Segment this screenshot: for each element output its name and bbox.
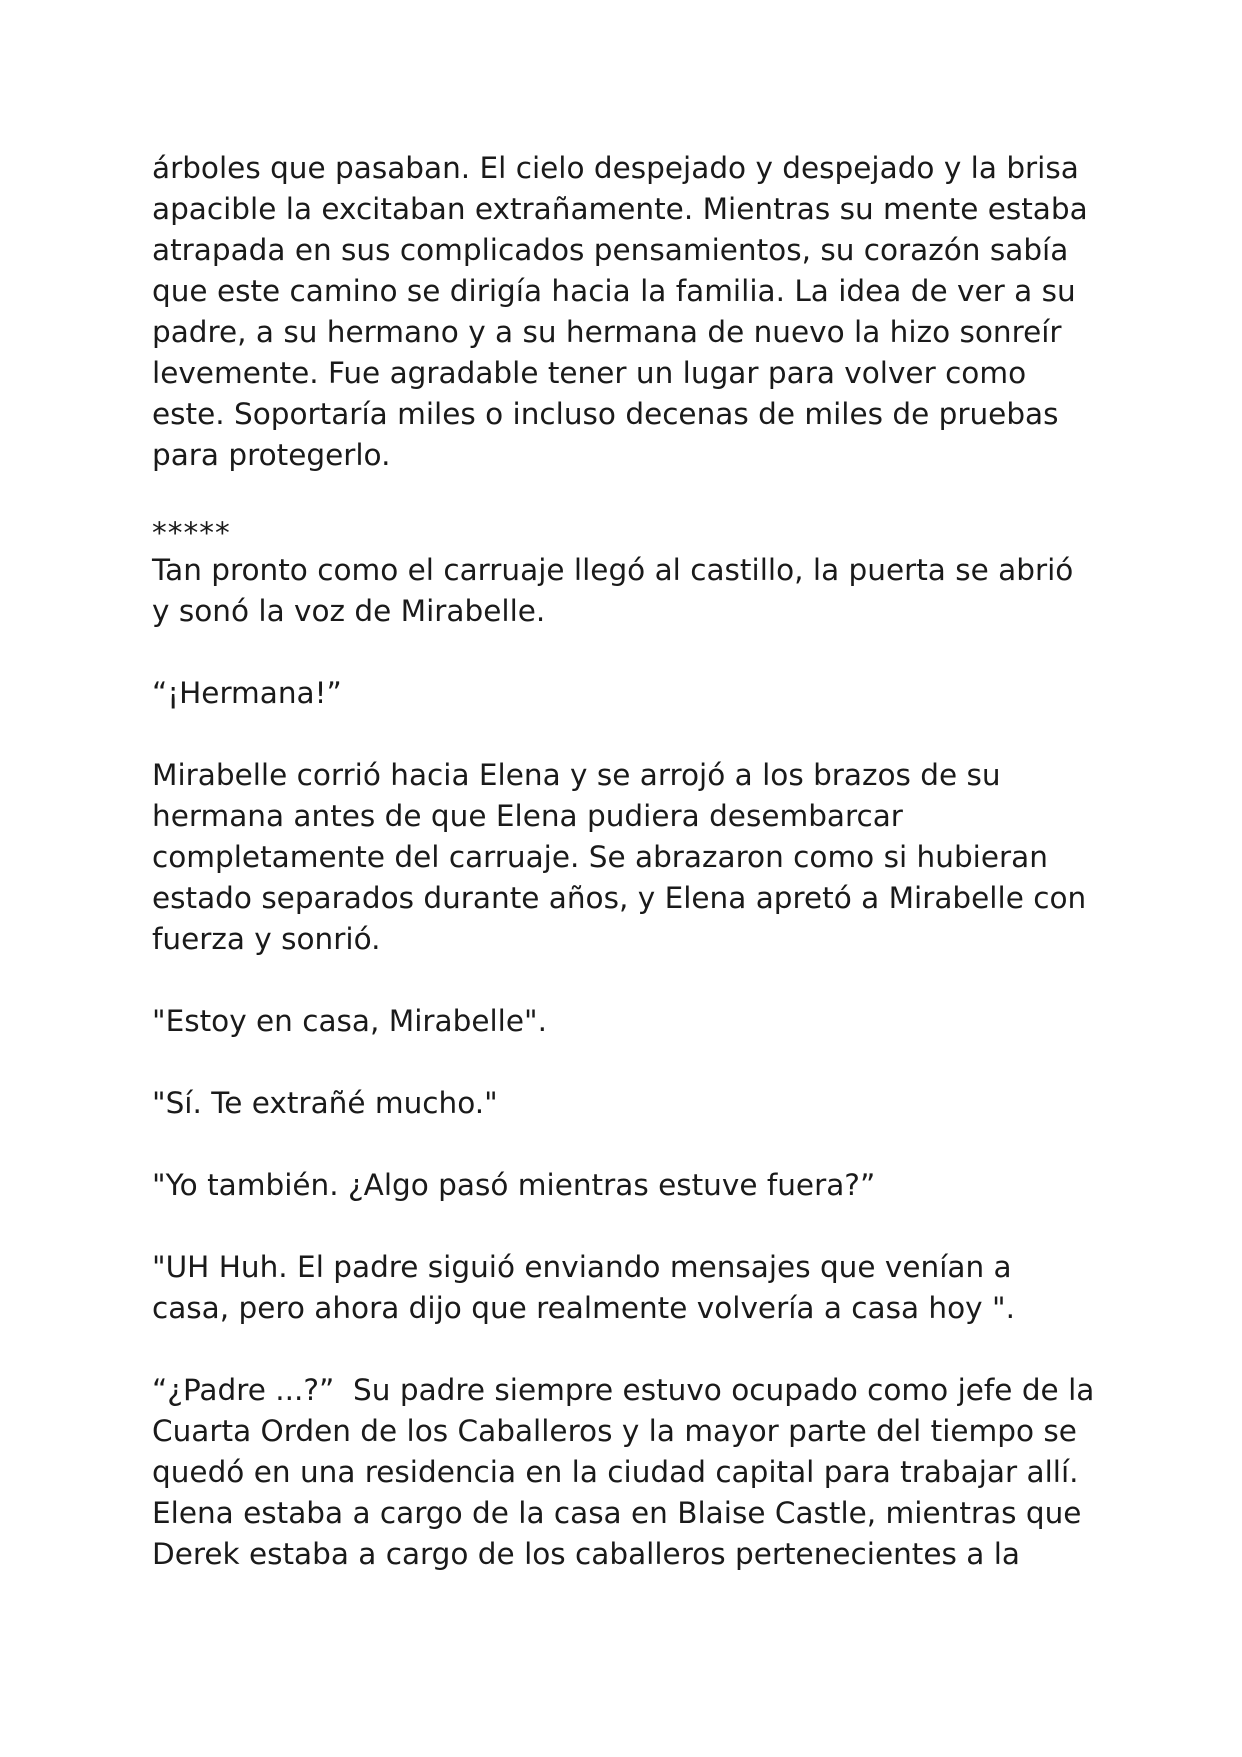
text-line: para protegerlo. bbox=[152, 438, 391, 472]
text-line: fuerza y sonrió. bbox=[152, 922, 381, 956]
text-line: Cuarta Orden de los Caballeros y la mayor parte del tiempo se bbox=[152, 1414, 1077, 1448]
text-line: “¡Hermana!” bbox=[152, 676, 342, 710]
text-line: Mirabelle corrió hacia Elena y se arrojó a los brazos de su bbox=[152, 758, 1001, 792]
document-text bbox=[152, 148, 1112, 1575]
text-line: quedó en una residencia en la ciudad capital para trabajar allí. bbox=[152, 1455, 1079, 1489]
text-line: “¿Padre ...?” Su padre siempre estuvo ocupado como jefe de la bbox=[152, 1373, 1095, 1407]
text-line: árboles que pasaban. El cielo despejado y despejado y la brisa bbox=[152, 151, 1079, 185]
paragraph-5 bbox=[152, 1001, 1112, 1042]
paragraph-8 bbox=[152, 1247, 1112, 1329]
text-line: "UH Huh. El padre siguió enviando mensajes que venían a bbox=[152, 1250, 1012, 1284]
text-line: Tan pronto como el carruaje llegó al castillo, la puerta se abrió bbox=[152, 553, 1074, 587]
text-line: casa, pero ahora dijo que realmente volvería a casa hoy ". bbox=[152, 1291, 1015, 1325]
paragraph-9 bbox=[152, 1370, 1112, 1575]
paragraph-7 bbox=[152, 1165, 1112, 1206]
text-line: estado separados durante años, y Elena apretó a Mirabelle con bbox=[152, 881, 1087, 915]
text-line: hermana antes de que Elena pudiera desembarcar bbox=[152, 799, 903, 833]
text-line: y sonó la voz de Mirabelle. bbox=[152, 594, 546, 628]
text-line: este. Soportaría miles o incluso decenas de miles de pruebas bbox=[152, 397, 1059, 431]
separator-text: ***** bbox=[152, 516, 231, 550]
text-line: padre, a su hermano y a su hermana de nuevo la hizo sonreír bbox=[152, 315, 1062, 349]
section-separator bbox=[152, 517, 1112, 550]
text-line: Derek estaba a cargo de los caballeros pertenecientes a la bbox=[152, 1537, 1020, 1571]
paragraph-4 bbox=[152, 755, 1112, 960]
text-line: "Estoy en casa, Mirabelle". bbox=[152, 1004, 547, 1038]
text-line: atrapada en sus complicados pensamientos, su corazón sabía bbox=[152, 233, 1069, 267]
text-line: apacible la excitaban extrañamente. Mientras su mente estaba bbox=[152, 192, 1088, 226]
text-line: "Sí. Te extrañé mucho." bbox=[152, 1086, 498, 1120]
text-line: "Yo también. ¿Algo pasó mientras estuve fuera?” bbox=[152, 1168, 876, 1202]
text-line: levemente. Fue agradable tener un lugar para volver como bbox=[152, 356, 1027, 390]
paragraph-2 bbox=[152, 550, 1112, 632]
text-line: Elena estaba a cargo de la casa en Blaise Castle, mientras que bbox=[152, 1496, 1082, 1530]
paragraph-1 bbox=[152, 148, 1112, 476]
paragraph-3 bbox=[152, 673, 1112, 714]
text-line: completamente del carruaje. Se abrazaron como si hubieran bbox=[152, 840, 1048, 874]
text-line: que este camino se dirigía hacia la familia. La idea de ver a su bbox=[152, 274, 1076, 308]
paragraph-6 bbox=[152, 1083, 1112, 1124]
